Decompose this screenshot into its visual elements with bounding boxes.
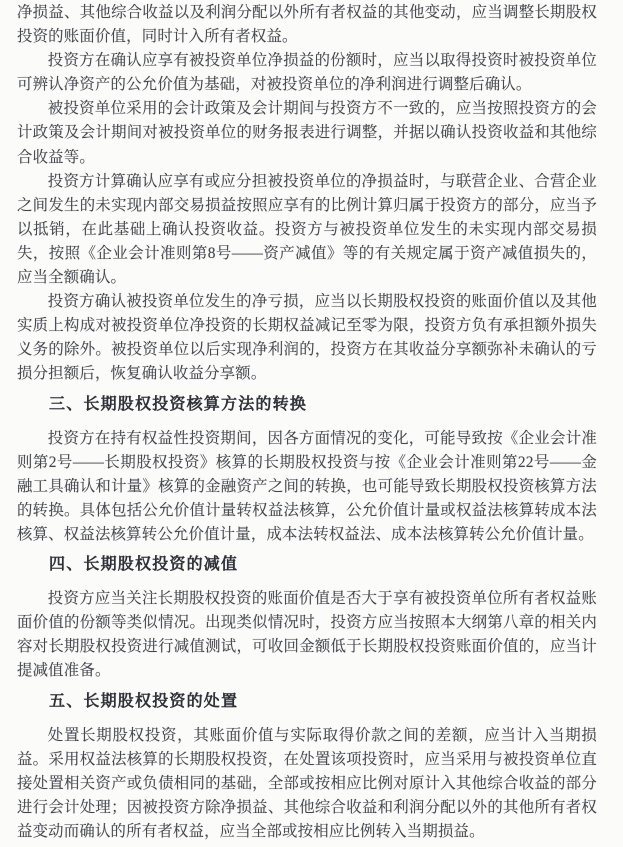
paragraph-accounting-policy-adjustment: 被投资单位采用的会计政策及会计期间与投资方不一致的，应当按照投资方的会计政策及会计期间对被投资单位的财务报表进行调整，并据以确认投资收益和其他综合收益等。 <box>17 100 597 166</box>
section-heading-impairment: 四、长期股权投资的减值 <box>49 556 239 574</box>
section-heading-disposal: 五、长期股权投资的处置 <box>49 692 239 710</box>
section-heading-method-conversion: 三、长期股权投资核算方法的转换 <box>49 395 308 413</box>
paragraph-net-loss-recognition: 投资方确认被投资单位发生的净亏损，应当以长期股权投资的账面价值以及其他实质上构成对被投资单位净投资的长期权益减记至零为限，投资方负有承担额外损失义务的除外。被投资单位以后实现净利润的，投资方在其收益分享额弥补未确认的亏损分担额后，恢复确认收益分享额。 <box>17 293 597 383</box>
paragraph-method-conversion: 投资方在持有权益性投资期间，因各方面情况的变化，可能导致按《企业会计准则第2号——长期股权投资》核算的长期股权投资与按《企业会计准则第22号——金融工具确认和计量》核算的金融资产之间的转换，也可能导致长期股权投资核算方法的转换。具体包括公允价值计量转权益法核算，公允价值计量或权益法核算转成本法核算、权益法核算转公允价值计量，成本法转权益法、成本法核算转公允价值计量。 <box>17 429 597 543</box>
paragraph-share-of-net-profit: 投资方在确认应享有被投资单位净损益的份额时，应当以取得投资时被投资单位可辨认净资产的公允价值为基础，对被投资单位的净利润进行调整后确认。 <box>17 52 597 94</box>
paragraph-continuation: 净损益、其他综合收益以及利润分配以外所有者权益的其他变动，应当调整长期股权投资的账面价值，同时计入所有者权益。 <box>17 4 597 46</box>
paragraph-unrealized-internal-transactions: 投资方计算确认应享有或应分担被投资单位的净损益时，与联营企业、合营企业之间发生的未实现内部交易损益按照应享有的比例计算归属于投资方的部分，应当予以抵销，在此基础上确认投资收益。投资方与被投资单位发生的未实现内部交易损失，按照《企业会计准则第8号——资产减值》等的有关规定属于资产减值损失的，应当全额确认。 <box>17 172 597 287</box>
paragraph-impairment: 投资方应当关注长期股权投资的账面价值是否大于享有被投资单位所有者权益账面价值的份额等类似情况。出现类似情况时，投资方应当按照本大纲第八章的相关内容对长期股权投资进行减值测试，可收回金额低于长期股权投资账面价值的，应当计提减值准备。 <box>17 590 597 680</box>
paragraph-disposal: 处置长期股权投资，其账面价值与实际取得价款之间的差额，应当计入当期损益。采用权益法核算的长期股权投资，在处置该项投资时，应当采用与被投资单位直接处置相关资产或负债相同的基础，全部或按相应比例对原计入其他综合收益的部分进行会计处理；因被投资方除净损益、其他综合收益和利润分配以外的其他所有者权益变动而确认的所有者权益，应当全部或按相应比例转入当期损益。 <box>17 726 597 840</box>
